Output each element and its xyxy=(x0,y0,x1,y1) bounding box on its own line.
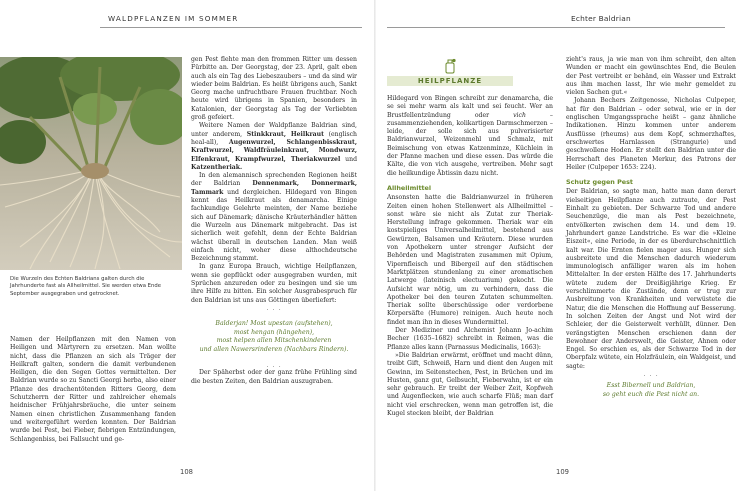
col3-paragraph-1 xyxy=(387,95,553,178)
running-head-left: WALDPFLANZEN IM SOMMER xyxy=(108,14,239,23)
photo-caption: Die Wurzeln des Echten Baldrians galten durch die Jahrhunderte fast als Allheilmittel. Sie werden etwa Ende September ausgegraben und getrocknet. xyxy=(10,276,161,297)
col2-paragraph-1: gen Pest flehte man den frommen Ritter um dessen Fürbitte an. Der Georgstag, der 23. April, galt eben auch als ein Tag des Liebeszaubers – und da sind wir wieder beim Baldrian. Es heißt übrigens auch, Sankt Georg mache unfruchtbare Frauen fruchtbar. Noch heute wird übrigens in Spanien, besonders in Katalonien, der Georgstag als Tag der Verliebten groß gefeiert. xyxy=(191,56,357,122)
bold-names: Katzentheriak. xyxy=(191,163,243,171)
header-rule-right xyxy=(387,27,725,28)
column-2 xyxy=(191,56,357,386)
col2-paragraph-5: Der Späherbst oder der ganz frühe Frühling sind die besten Zeiten, den Baldrian auszugraben. xyxy=(191,369,357,385)
running-head-right: Echter Baldrian xyxy=(571,14,631,23)
text-run: Weitere Namen der Waldpflanze Baldrian sind, unter anderem, xyxy=(191,122,357,138)
quote-dots-right: . . . xyxy=(643,369,659,378)
text-run: (englisch heal-all), xyxy=(191,130,357,146)
verse-line: und allen Nawersrinderen (Nachbars Rindern). xyxy=(199,345,349,353)
header-rule-left xyxy=(100,27,362,28)
heilpflanze-heading-box xyxy=(387,56,513,84)
column-4 xyxy=(566,56,736,407)
bold-names: Dennenmark, Donnermark, Tammark xyxy=(191,180,357,196)
heilpflanze-label: HEILPFLANZE xyxy=(417,77,483,85)
text-run: Hildegard von Bingen schreibt zur denamarcha, die se sei mehr warm als kalt und sei feucht. Wer an Brustfellentzündung oder xyxy=(387,95,553,119)
col3-paragraph-3: Der Mediziner und Alchemist Johann Jo-achim Becher (1635–1682) schreibt in Reimen, was die Pflanze alles kann (Parnassus Medicinalis, 1663): xyxy=(387,327,553,351)
col2-paragraph-2 xyxy=(191,122,357,172)
bold-names: Stinkkraut, Heilkraut xyxy=(246,130,324,138)
bold-names: Augenwurzel, Schlangenbisskraut, Kraftwurzel, Waldfräuleinkraut, Mondwurz, Elfenkraut, Krampfwurzel, Theriakwurzel xyxy=(191,138,357,163)
text-run: – zusammenziehenden, kolikartigen Darmschmerzen – leide, der solle sich aus pulverisierter Baldrianwurzel, Weizenmehl und Schmalz, mit Beimischung von etwas Katzenminze, Küchlein in der Pfanne machen und diese essen. Das würde die Kälte, die von vich ausgehe, vertreiben. Mehr sagt die heilkundige Äbtissin dazu nicht. xyxy=(387,111,553,177)
pest-verse xyxy=(566,382,736,399)
dig-verse xyxy=(191,320,357,354)
col3-paragraph-4: »Die Baldrian erwärmt, eröffnet und macht dünn, treibt Gift, Schweiß, Harn und dient den Augen mit Gewinn, im Seitenstechen, Pest, in Brüchen und im Husten, ganz gut, Gelbsucht, Fieberwahn, ist er ein sehr gebrauch. Er treibt der Weiber Zeit, Kopfweh und Augenflecken, wie auch scharfe Flüß; man darf nicht viel erschrecken, wenn man getroffen ist, die Kugel stecken bleibt, der Baldrian xyxy=(387,351,553,417)
verse-line: so geht euch die Pest nicht an. xyxy=(602,390,700,398)
col2-paragraph-3 xyxy=(191,172,357,263)
col4-paragraph-2: Johann Bechers Zeitgenosse, Nicholas Culpeper, hat für den Baldrian – oder setwal, wie er in der englischen Umgangssprache heißt – ganz ähnliche Indikationen. Hinzu kommen unter anderem Ausflüsse (rheums) aus dem Kopf, schmerzhaftes, erschwertes Harnlassen (Strangurie) und geschwollene Hoden. Er stellt den Baldrian unter die Herrschaft des Planeten Merkur, des Patrons der Heiler (Culpeper 1653: 224). xyxy=(566,97,736,171)
quote-dots-top: . . . xyxy=(266,303,282,312)
col1-paragraph: Namen der Heilpflanzen mit den Namen von Heiligen und Märtyrern zu ersetzen. Man wollte nicht, dass die Pflanzen an sich als Träger der Heilkraft galten, sondern die damit verbundenen Heiligen, die den Segen Gottes vermittelten. Der Baldrian wurde so zu Sancti Georgi herba, also einer Pflanze des drachentötenden Ritters Georg, dem Schutzherrn der Ritter und zahlreicher ehemals heidnischer Frühjahrsbräuche, die unter seinem Namen einen christlichen Zusammenhang fanden und weitergeführt werden konnten. Der Baldrian wurde bei Pest, bei Fieber, fiebrigen Entzündungen, Schlangenbiss, bei Fallsucht und ge- xyxy=(10,336,176,443)
page-number-right: 109 xyxy=(556,468,569,476)
roots-illustration xyxy=(0,57,182,270)
subhead-schutz-gegen-pest: Schutz gegen Pest xyxy=(566,178,633,187)
subhead-allheilmittel: Allheilmittel xyxy=(387,183,432,192)
mortar-bottle-icon xyxy=(443,58,457,74)
text-run: und dergleichen. Hildegard von Bingen kennt das Heilkraut als denamarcha. Einige fachkundige Gelehrte meinten, der Name beziehe sich auf Dänemark; dänische Kräuterhändler hätten die Wurzeln aus Dänemark mitgebracht. Das ist sicherlich weit gefehlt, denn der Echte Baldrian wächst überall in deutschen Landen. Man weiß einfach nicht, woher diese althochdeutsche Bezeichnung stammt. xyxy=(191,188,357,263)
verse-line: most hengan (hängehen), xyxy=(233,328,315,336)
column-3 xyxy=(387,95,553,418)
text-run: und xyxy=(340,155,358,163)
verse-line: Esst Bibernell und Baldrian, xyxy=(606,381,696,389)
quote-dots-bottom: . . . xyxy=(266,361,282,370)
column-1 xyxy=(10,336,176,444)
page-number-left: 108 xyxy=(180,468,193,476)
verse-line: most helpen allen Mitschenkinderen xyxy=(216,337,332,345)
col3-paragraph-2: Ansonsten hatte die Baldrianwurzel in früheren Zeiten einen hohen Stellenwert als Allheilmittel – sonst wäre sie nicht als Zutat zur Theriak-Herstellung infrage gekommen. Theriak war ein kostspieliges Universalheilmittel, bestehend aus Gewürzen, Balsamen und Kräutern. Diese wurden von Apothekern unter strenger Aufsicht der Behörden und Magistraten zusammen mit Opium, Vipernfleisch und Bibergeil auf den städtischen Marktplätzen stundenlang zu einer aromatischen Latwerge (lateinisch electuarium) gekocht. Die Aufsicht war nötig, um zu verhindern, dass die Apotheker bei den teuren Zutaten schummelten. Theriak sollte überschüssige oder verdorbene Körpersäfte (Humore) reinigen. Auch heute noch findet man ihn in dieses Wundermittel. xyxy=(387,194,553,326)
text-run: In den alemannisch sprechenden Regionen heißt der Baldrian xyxy=(191,172,357,188)
italic-term: vich xyxy=(513,111,526,119)
col2-paragraph-4: In ganz Europa Brauch, wichtige Heilpflanzen, wenn sie gepflückt oder ausgegraben wurden, mit Sprüchen anzureden oder zu besingen und sie um ihre Hilfe zu bitten. Ein solcher Ausgrabespruch für den Baldrian ist uns aus Göttingen überliefert: xyxy=(191,263,357,304)
col4-paragraph-1: zieht's raus, ja wie man von ihm schreibt, den alten Wunden er macht ein gewünschtes End, die Beulen der Pest vertreibt er behänd, ein Wasser und Extrakt aus ihm machen lasst, Ihr wie mehr gemeldet zu vielen Sachen gut.« xyxy=(566,56,736,97)
verse-line: Balderjan! Most upestan (aufstehen), xyxy=(215,319,333,327)
valerian-roots-photo xyxy=(0,57,182,270)
col4-paragraph-3: Der Baldrian, so sagte man, hatte man dann derart vielseitigen Heilpflanze auch zutraute, der Pest Einhalt zu gebieten. Der Schwarze Tod und andere Seuchenzüge, die man als Pest bezeichnete, entvölkerten zwischen dem 14. und dem 19. Jahrhundert ganze Landstriche. Es war die »Kleine Eiszeit«, eine Periode, in der es überdurchschnittlich kalt war. Die Ernten fielen mager aus. Hunger sich ausbreitete und die Menschen dadurch wiederum immunologisch anfälliger waren als im hohen Mittelalter. In der ersten Hälfte des 17. Jahrhunderts wütete zudem der Dreißigjährige Krieg. Er verschlimmerte die Zustände, denn er trug zur Ausbreitung von Krankheiten und verwüstete die Natur, die die Menschen die Hoffnung auf Besserung. In solchen Zeiten der Angst und Not wird der Schleier, der die Geisterwelt verhüllt, dünner. Den verängstigten Menschen erschienen dann der Bewohner der Anderswelt, die Geister, Ahnen oder Engel. So erschien es, als der Schwarze Tod in der Oberpfalz wütete, ein Holzfräulein, ein Waldgeist, und sagte: xyxy=(566,188,736,370)
